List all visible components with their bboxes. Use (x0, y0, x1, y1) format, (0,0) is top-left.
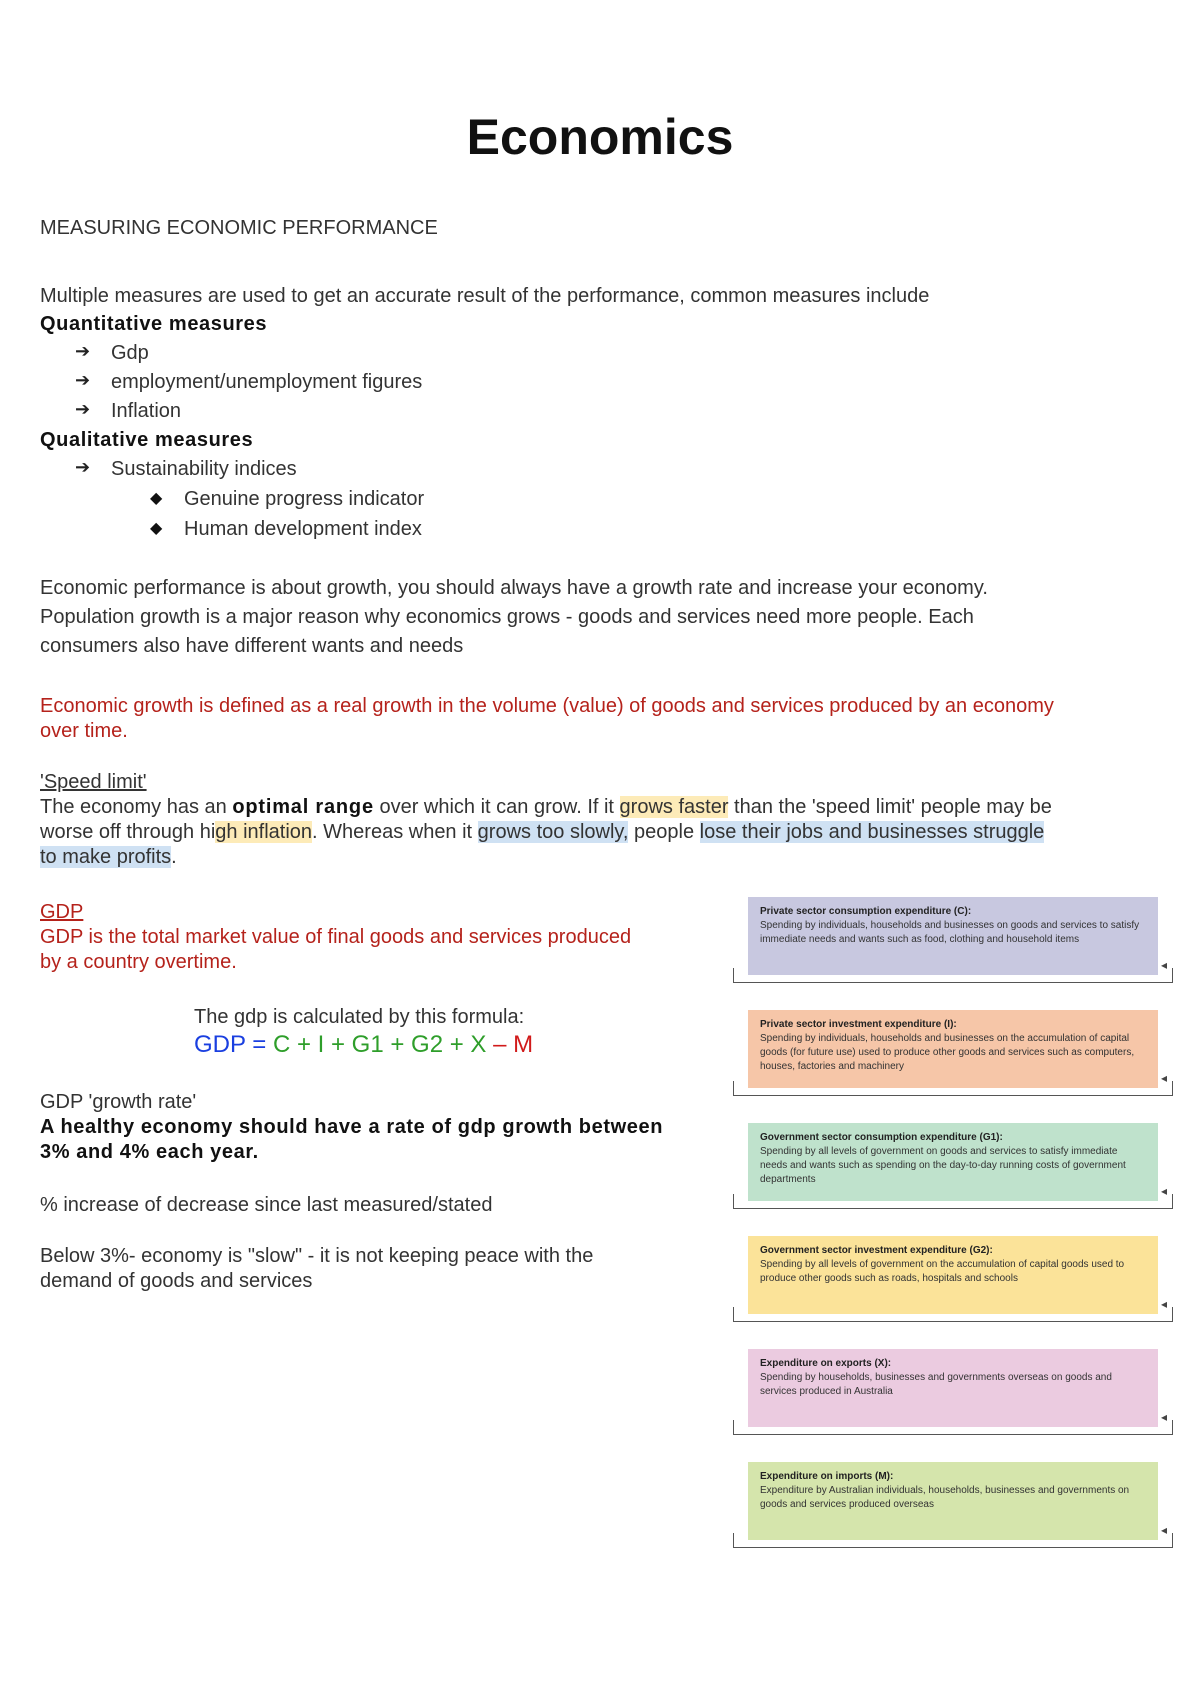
component-card-g1 (748, 1123, 1158, 1201)
formula-term: + (383, 1031, 412, 1058)
formula-term: M (513, 1031, 534, 1058)
highlight-blue: to make profits (40, 846, 172, 868)
card-title: Expenditure on imports (M): (760, 1471, 894, 1482)
gdp-formula (194, 1031, 533, 1059)
bracket-connector (733, 1194, 1173, 1209)
text-run: than the 'speed limit' people may be (728, 796, 1052, 818)
formula-term: + (324, 1031, 352, 1058)
text-run: . Whereas when it (312, 821, 478, 843)
list-item: Inflation (111, 400, 182, 422)
quantitative-heading: Quantitative measures (40, 313, 268, 335)
growth-paragraph-line: consumers also have different wants and needs (40, 635, 464, 657)
text-run: over which it can grow. If it (373, 796, 620, 818)
intro-text: Multiple measures are used to get an accurate result of the performance, common measures include (40, 285, 930, 307)
bold-text: optimal range (232, 796, 374, 818)
speed-limit-heading: 'Speed limit' (40, 771, 147, 793)
component-card-m (748, 1462, 1158, 1540)
section-heading: MEASURING ECONOMIC PERFORMANCE (40, 217, 438, 239)
text-run: people (628, 821, 700, 843)
card-title: Private sector consumption expenditure (C): (760, 906, 972, 917)
formula-term: C (272, 1031, 291, 1058)
formula-term: G1 (351, 1031, 384, 1058)
arrow-left-icon: ◂ (1161, 1184, 1168, 1198)
formula-term: GDP = (194, 1031, 273, 1058)
card-text: Spending by individuals, households and businesses on goods and services to satisfy immediate needs and wants such as food, clothing and household items (760, 920, 1140, 945)
speed-limit-line (40, 845, 177, 870)
card-title: Private sector investment expenditure (I): (760, 1019, 957, 1030)
list-item: employment/unemployment figures (111, 371, 423, 393)
bracket-connector (733, 1420, 1173, 1435)
below-text-line: demand of goods and services (40, 1270, 313, 1292)
sub-list-item: Genuine progress indicator (184, 488, 425, 510)
bracket-connector (733, 968, 1173, 983)
speed-limit-line (40, 795, 1052, 820)
card-text: Spending by households, businesses and governments overseas on goods and services produced in Australia (760, 1372, 1112, 1397)
formula-term: G2 (411, 1031, 444, 1058)
growth-rate-heading: GDP 'growth rate' (40, 1091, 197, 1113)
text-run: The economy has an (40, 796, 233, 818)
list-item: Gdp (111, 342, 149, 364)
highlight-blue: grows too slowly, (477, 821, 629, 843)
arrow-left-icon: ◂ (1161, 1523, 1168, 1537)
formula-intro: The gdp is calculated by this formula: (194, 1006, 525, 1028)
increase-text: % increase of decrease since last measured/stated (40, 1194, 493, 1216)
gdp-definition-line: by a country overtime. (40, 951, 237, 973)
highlight-blue: lose their jobs and businesses struggle (699, 821, 1045, 843)
diamond-bullet-icon: ◆ (150, 520, 163, 537)
bracket-connector (733, 1533, 1173, 1548)
qualitative-heading: Qualitative measures (40, 429, 254, 451)
card-title: Expenditure on exports (X): (760, 1358, 892, 1369)
formula-term: + (443, 1031, 471, 1058)
arrow-left-icon: ◂ (1161, 958, 1168, 972)
formula-term: + (290, 1031, 318, 1058)
arrow-bullet-icon: ➔ (75, 457, 91, 477)
arrow-left-icon: ◂ (1161, 1410, 1168, 1424)
arrow-left-icon: ◂ (1161, 1297, 1168, 1311)
card-text: Spending by individuals, households and businesses on the accumulation of capital goods (for future use) used to produce other goods and services such as computers, houses, factories and machinery (760, 1033, 1135, 1072)
highlight-yellow: grows faster (619, 796, 729, 818)
arrow-bullet-icon: ➔ (75, 399, 91, 419)
component-card-g2 (748, 1236, 1158, 1314)
arrow-bullet-icon: ➔ (75, 341, 91, 361)
bracket-connector (733, 1081, 1173, 1096)
gdp-definition-line: GDP is the total market value of final goods and services produced (40, 926, 632, 948)
card-text: Spending by all levels of government on the accumulation of capital goods used to produce other goods such as roads, hospitals and schools (760, 1259, 1125, 1284)
bracket-connector (733, 1307, 1173, 1322)
page-title: Economics (466, 109, 734, 165)
diamond-bullet-icon: ◆ (150, 490, 163, 507)
sub-list-item: Human development index (184, 518, 422, 540)
list-item: Sustainability indices (111, 458, 297, 480)
healthy-economy-line: 3% and 4% each year. (40, 1141, 259, 1163)
text-run: . (171, 846, 177, 868)
component-card-x (748, 1349, 1158, 1427)
component-card-i (748, 1010, 1158, 1088)
definition-line: Economic growth is defined as a real growth in the volume (value) of goods and services produced by an economy (40, 695, 1054, 717)
formula-term: – (486, 1031, 514, 1058)
arrow-bullet-icon: ➔ (75, 370, 91, 390)
text-run: worse off through hi (40, 821, 216, 843)
card-title: Government sector consumption expenditure (G1): (760, 1132, 1003, 1143)
below-text-line: Below 3%- economy is "slow" - it is not keeping peace with the (40, 1245, 594, 1267)
growth-paragraph-line: Economic performance is about growth, you should always have a growth rate and increase your economy. (40, 577, 988, 599)
formula-term: I (317, 1031, 325, 1058)
card-title: Government sector investment expenditure (G2): (760, 1245, 993, 1256)
highlight-yellow: gh inflation (215, 821, 313, 843)
definition-line: over time. (40, 720, 128, 742)
healthy-economy-line: A healthy economy should have a rate of gdp growth between (40, 1116, 664, 1138)
card-text: Spending by all levels of government on goods and services to satisfy immediate needs and wants such as spending on the day-to-day running costs of government departments (760, 1146, 1126, 1185)
formula-term: X (470, 1031, 487, 1058)
gdp-heading: GDP (40, 901, 84, 923)
growth-paragraph-line: Population growth is a major reason why economics grows - goods and services need more people. Each (40, 606, 974, 628)
speed-limit-line (40, 820, 1044, 845)
component-card-c (748, 897, 1158, 975)
card-text: Expenditure by Australian individuals, households, businesses and governments on goods and services produced overseas (760, 1485, 1130, 1510)
arrow-left-icon: ◂ (1161, 1071, 1168, 1085)
